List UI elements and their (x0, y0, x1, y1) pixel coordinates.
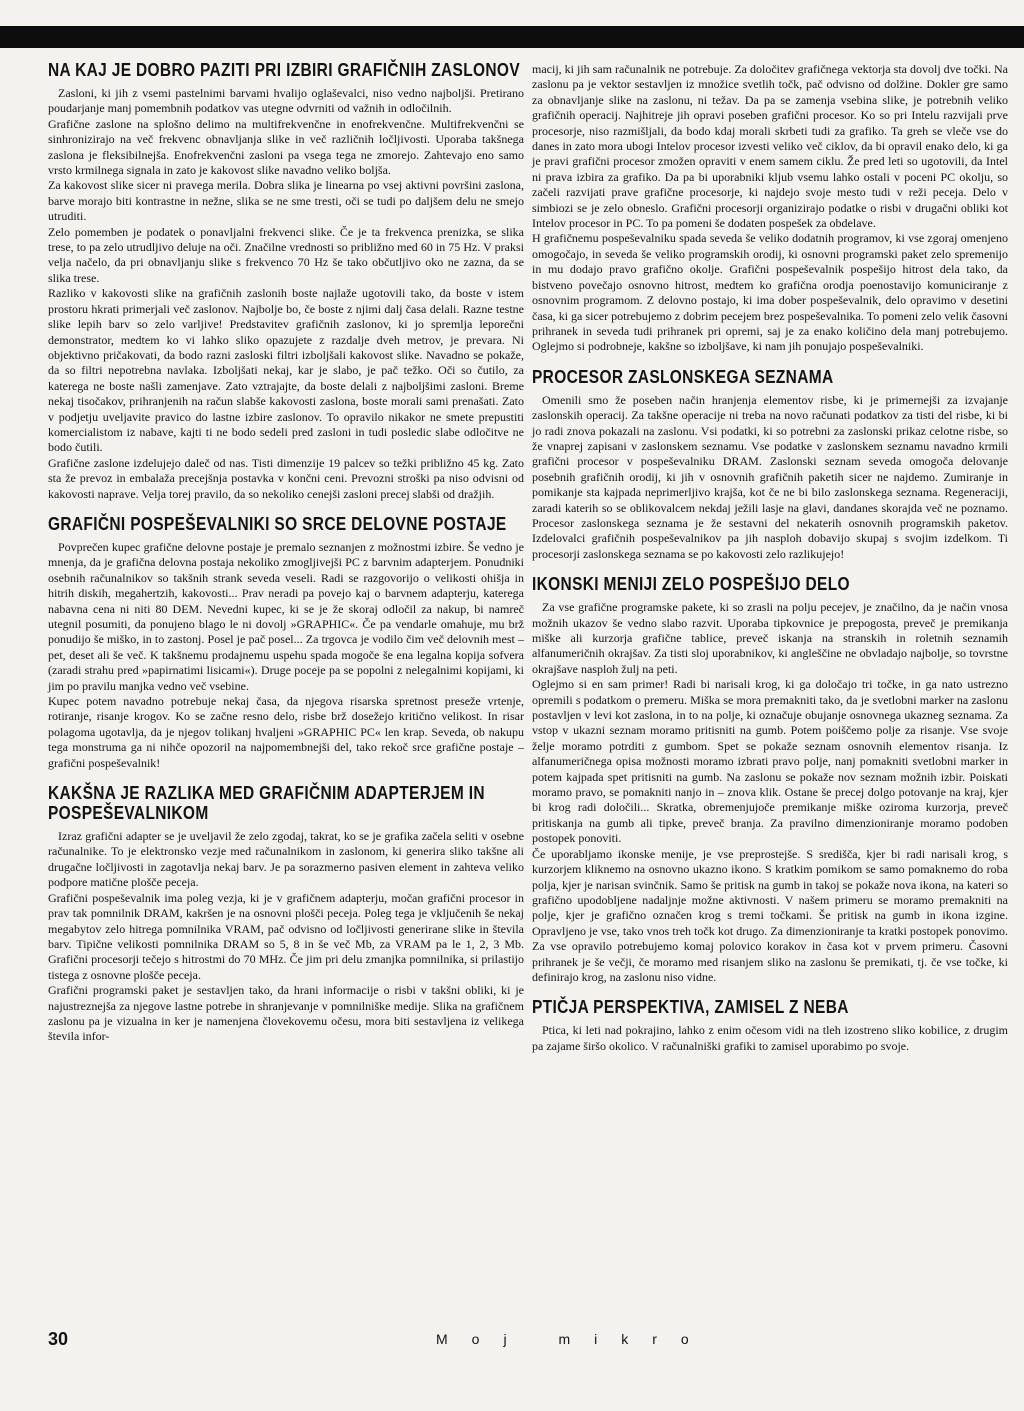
heading-razlika-adapter-pospesevalnik: KAKŠNA JE RAZLIKA MED GRAFIČNIM ADAPTERJEM IN POSPEŠEVALNIKOM (48, 783, 485, 824)
paragraph: Izraz grafični adapter se je uveljavil že zelo zgodaj, takrat, ko se je grafika začela seliti v osebne računalnike. To je elektronsko vezje med računalnikom in zaslonom, ki generira sliko takšne ali drugačne ločljivosti in zagotavlja nekaj barv. Je pa sorazmerno pasiven element in zahteva veliko podpore matične plošče peceja. (48, 829, 524, 890)
heading-procesor-zaslonskega-seznama: PROCESOR ZASLONSKEGA SEZNAMA (532, 366, 834, 387)
paragraph: Grafični pospeševalnik ima poleg vezja, ki je v grafičnem adapterju, močan grafični procesor in prav tak pomnilnik DRAM, kakršen je na osnovni plošči peceja. Poleg tega je vključenih še nekaj megabytov zelo hitrega pomnilnika VRAM, pač odvisno od ločljivosti generirane slike in števila barv. Tipične velikosti pomnilnika DRAM so 5, 8 in še več Mb, za VRAM pa le 1, 2, 3 Mb. Grafični procesorji tečejo s hitrostmi do 70 MHz. Če jim pri delu zmanjka pomnilnika, si prilastijo tistega z osnovne plošče peceja. (48, 890, 524, 982)
left-column (48, 60, 524, 1045)
paragraph: Omenili smo že poseben način hranjenja elementov risbe, ki je primernejši za izvajanje zaslonskih operacij. Za takšne operacije ni treba na novo računati podatkov za tisti del risbe, ki bi jo radi znova pokazali na zaslonu. Vsi podatki, ki so potrebni za zaslonski prikaz celotne risbe, so že vnaprej zapisani v zaslonskem seznamu. Vse podatke v zaslonskem seznamu navadno krmili grafični procesor v pospeševalniku DRAM. Zaslonski seznam seveda omogoča delovanje posebnih grafičnih orodij, ki jih v osnovnih grafičnih paketih sicer ne najdemo. Zumiranje in pomikanje sta kajpada neprimerljivo krajša, kot če ne bi bilo zaslonskega seznama. Regeneraciji, zaradi katerih so se oblikovalcem nekdaj ježili lasje na glavi, dandanes skorajda več ne poznamo. Procesor zaslonskega seznama je že sestavni del nekaterih osnovnih programskih paketov. Izdelovalci grafičnih pospeševalnikov pa jih nasploh dobavijo skupaj s svojim izdelkom. Ti procesorji zaslonskega seznama se po kakovosti zelo razlikujejo! (532, 392, 1008, 561)
heading-ptičja-perspektiva: PTIČJA PERSPEKTIVA, ZAMISEL Z NEBA (532, 997, 849, 1018)
paragraph: Za kakovost slike sicer ni pravega merila. Dobra slika je linearna po vsej aktivni površini zaslona, barve morajo biti kontrastne in nežne, slika se ne sme tresti, oči se tudi po daljšem delu ne smejo utruditi. (48, 178, 524, 224)
paragraph: Oglejmo si en sam primer! Radi bi narisali krog, ki ga določajo tri točke, in ga nato ustrezno opremili s podatkom o premeru. Miška se mora premakniti tako, da je svetlobni marker na zaslonu postavljen v levi kot zaslona, in to na polje, ki označuje obujanje osnovnega ukazneg seznama. Za vstop v ukazni seznam moramo pritisniti na gumb. Potem poiščemo polje za risanje. Vse svoje želje moramo potrditi z gumbom. Spet se pokaže seznam osnovnih elementov risanja. Iz alfanumeričnega opisa možnosti moramo izbrati pravo polje, nanj pomakniti svetlobni marker in potem kajpada spet pritisniti na gumb. Na zaslonu se pokaže nov seznam možnih izbir. Poiskati moramo pravo, se pomakniti nanjo in – znova klik. Ostane še precej dolgo potovanje na kraj, kjer bi krog radi določili... Skratka, obremenjujoče premikanje miške oziroma kurzorja, preveč pritiskanja na gumb ali tipke, preveč branja. Za pravilno dimenzioniranje moramo podoben postopek ponoviti. (532, 677, 1008, 846)
heading-ikonski-meniji: IKONSKI MENIJI ZELO POSPEŠIJO DELO (532, 574, 850, 595)
magazine-name: Moj mikro (436, 1331, 713, 1347)
top-black-bar (0, 26, 1024, 48)
paragraph: H grafičnemu pospeševalniku spada seveda še veliko dodatnih programov, ki vse zgoraj omenjeno omogočajo, in seveda še veliko programskih orodij, ki osnovni programski paket zelo spremenijo in mu dodajo pravo grafično okolje. Grafični pospeševalnik pospešijo hitrost dela tako, da bistveno povečajo osnovno hitrost, medtem ko grafična orodja poenostavijo komuniciranje z osnovnim programom. Z delovno postajo, ki ima dober pospeševalnik, delo opravimo v desetini časa, ki ga sicer potrebujemo z dobrim pecejem brez pospeševalnika. To pomeni zelo velik časovni prihranek in seveda tudi prihranek pri opremi, saj je za enako količino dela manj potrebujemo. Oglejmo si podrobneje, kakšne so izboljšave, ki nam jih ponujajo pospeševalniki. (532, 231, 1008, 354)
heading-graficni-zasloni: NA KAJ JE DOBRO PAZITI PRI IZBIRI GRAFIČNIH ZASLONOV (48, 60, 520, 80)
paragraph: Zelo pomemben je podatek o ponavljalni frekvenci slike. Če je ta frekvenca prenizka, se slika trese, to pa zelo utrudljivo deluje na oči. Značilne vrednosti so približno med 60 in 75 Hz. V praksi velja načelo, da pri obnavljanju slike s frekvenco 70 Hz še tako občutljivo oko ne zazna, da se slika trese. (48, 224, 524, 285)
paragraph: Kupec potem navadno potrebuje nekaj časa, da njegova risarska spretnost preseže vrtenje, rotiranje, risanje krogov. Ko se začne resno delo, risbe brž dosežejo kritično velikost. In risar polagoma ugotavlja, da je njegov tolikanj hvaljeni »GRAPHIC PC« len krap. Seveda, ob nakupu tega monstruma ga ni nihče opozoril na najpomembnejši del, tako rekoč srce grafične postaje – grafični pospeševalnik! (48, 694, 524, 770)
paragraph: Razliko v kakovosti slike na grafičnih zaslonih boste najlaže ugotovili tako, da boste v istem prostoru hkrati primerjali več zaslonov. Najbolje bo, če boste z njimi dalj časa delali. Razne testne slike lepih barv so zelo varljive! Predstavitev grafičnih zaslonov, ki jo spremlja leporečni demonstrator, medtem ko vi lahko sliko opazujete z razdalje dveh metrov, je prevara. Ni objektivno pričakovati, da bodo razni zasloski filtri izboljšali kakovost slike. Navadno se pokaže, da so filtri nepotrebna navlaka. Izboljšati nekaj, kar je slabo, je pač težko. Oči so čutilo, za katerega ne boste našli zamenjave. Zato vztrajajte, da boste delali z najboljšimi zasloni. Breme nekaj tisočakov, prihranjenih na račun slabše kakovosti zaslona, boste morali sami prenašati. Zato v podjetju uveljavite pravico do lastne izbire zaslonov. To opravilo nikakor ne smete prepustiti komercialistom iz nabave, kajti ti ne bodo sedeli pred zasloni in tudi posledic slabe odločitve ne bodo čutili. (48, 286, 524, 455)
paragraph: Ptica, ki leti nad pokrajino, lahko z enim očesom vidi na tleh izostreno sliko kobilice, z drugim pa zajame širšo okolico. V računalniški grafiki to zamisel uporabimo po svoje. (532, 1023, 1008, 1053)
paragraph: Zasloni, ki jih z vsemi pastelnimi barvami hvalijo oglaševalci, niso vedno najboljši. Pretirano poudarjanje manj pomembnih podatkov vas utegne odvrniti od važnih in odločilnih. (48, 86, 524, 116)
page-footer (48, 1329, 988, 1349)
paragraph: Grafične zaslone na splošno delimo na multifrekvenčne in enofrekvenčne. Multifrekvenčni se sinhronizirajo na več frekvenc obnavljanja slike in več različnih ločljivosti. Uporaba takšnega zaslona je fleksibilnejša. Enofrekvenčni zasloni pa vsega tega ne zmorejo. Zahtevajo eno samo vrsto krmilnega signala in zato je kakovost slike navadno veliko boljša. (48, 116, 524, 178)
paragraph: Povprečen kupec grafične delovne postaje je premalo seznanjen z možnostmi izbire. Še vedno je mnenja, da je grafična delovna postaja nekoliko zmogljivejši PC z barvnim adapterjem. Ponudniki osebnih računalnikov so takšnih strank seveda veseli. Radi se razgovorijo o velikosti ohišja in hitrih diskih, megahertzih, kakovosti... Prav neradi pa povejo kaj o barvnem adapterju, katerega nabavna cena ni niti 80 DEM. Nevedni kupec, ki se je že skoraj odločil za nakup, bi namreč utegnil posumiti, da ponujeno blago le ni dovolj »GRAPHIC«. Če pa vendarle omahuje, mu brž ponudijo še miško, in to zastonj. Posel je pač posel... Za trgovca je vodilo čim več delovnih mest – pet, deset ali še več. K takšnemu prodajnemu uspehu spada mogoče še ena legalna kopija sofvera (zaradi strahu pred »papirnatimi lisicami«). Druge poceje pa se popolni z nelegalnimi kopijami, ki jim po pravilu manjka vedno več vsebine. (48, 539, 524, 693)
paragraph: Grafični programski paket je sestavljen tako, da hrani informacije o risbi v takšni obliki, ki je najustreznejša za njegove lastne potrebe in shranjevanje v pomnilniške medije. Slika na grafičnem zaslonu pa je vizualna in ker je namenjena človekovemu očesu, mora biti sestavljena iz velikega števila infor- (48, 983, 524, 1044)
paragraph: Za vse grafične programske pakete, ki so zrasli na polju pecejev, je značilno, da je način vnosa možnih ukazov še vedno slabo razvit. Uporaba tipkovnice je prepogosta, preveč je premikanja miške ali kurzorja grafične tablice, preveč iskanja na stranskih in roletnih seznamih alfanumeričnih okrajšav. Za tisti sloj uporabnikov, ki angleščine ne obvladajo najbolje, so tovrstne okrajšave nasploh žulj na peti. (532, 600, 1008, 676)
paragraph: Grafične zaslone izdelujejo daleč od nas. Tisti dimenzije 19 palcev so težki približno 45 kg. Zato sta že prevoz in embalaža precejšnja postavka v končni ceni. Prevozni stroški pa niso odvisni od kakovosti naprave. Velja torej pravilo, da so nekoliko cenejši zasloni precej slabši od dražjih. (48, 455, 524, 501)
right-column (532, 62, 1008, 1054)
heading-graficni-pospesevalniki: GRAFIČNI POSPEŠEVALNIKI SO SRCE DELOVNE POSTAJE (48, 513, 507, 534)
paragraph: Če uporabljamo ikonske menije, je vse preprostejše. S središča, kjer bi radi narisali krog, s kurzorjem kliknemo na osnovno ukazno ikono. S kratkim pomikom se samo pomaknemo do roba polja, kjer je narisan svinčnik. Samo še pritisk na gumb in takoj se pokaže nova ikona, na kateri so grafično upodobljene nadaljnje možne aktivnosti. V našem primeru se moramo premakniti na polje, kjer je grafično označen krog s tremi točkami. Še pritisk na gumb in ikona izgine. Opravljeno je vse, tako vnos treh točk kot drugo. Za dimenzioniranje ta kratki postopek ponovimo. Za vse opravilo potrebujemo komaj polovico korakov in časa kot v prvem primeru. Časovni prihranek je še večji, če moramo med risanjem sliko na zaslonu še premikati, tj. če vse točke, ki definirajo krog, na zaslonu niso vidne. (532, 846, 1008, 984)
paragraph: macij, ki jih sam računalnik ne potrebuje. Za določitev grafičnega vektorja sta dovolj dve točki. Na zaslonu pa je vektor sestavljen iz množice svetlih točk, pač odvisno od dolžine. Dokler gre samo za obnavljanje slike na zaslonu, ni težav. Da pa se zamenja vsebina slike, je potrebnih veliko grafičnih operacij. Najhitreje jih opravi poseben grafični procesor. Ko so pri Intelu razvijali prve procesorje, niso razmišljali, da bodo kdaj morali skrbeti tudi za grafiko. Ta greh se vleče vse do danes in zato mora ubogi Intelov procesor izvesti veliko več ciklov, da bi opravil enako delo, ki ga je pravi grafični procesor zmožen opraviti v enem samem ciklu. Že pred leti so ugotovili, da Intel ni prava izbira za grafiko. Da pa bi uporabniki kljub vsemu lahko ostali v poceni PC okolju, so začeli razvijati prave grafične procesorje, ki najdejo svoje mesto tudi v reži peceja. Delo v simbiozi se je zelo obneslo. Grafični procesorji organizirajo podatke o risbi v drugačni obliki kot Intelov procesor in PC. To pa pomeni še dodaten pospešek za obdelave. (532, 62, 1008, 231)
page-number: 30 (48, 1329, 69, 1349)
